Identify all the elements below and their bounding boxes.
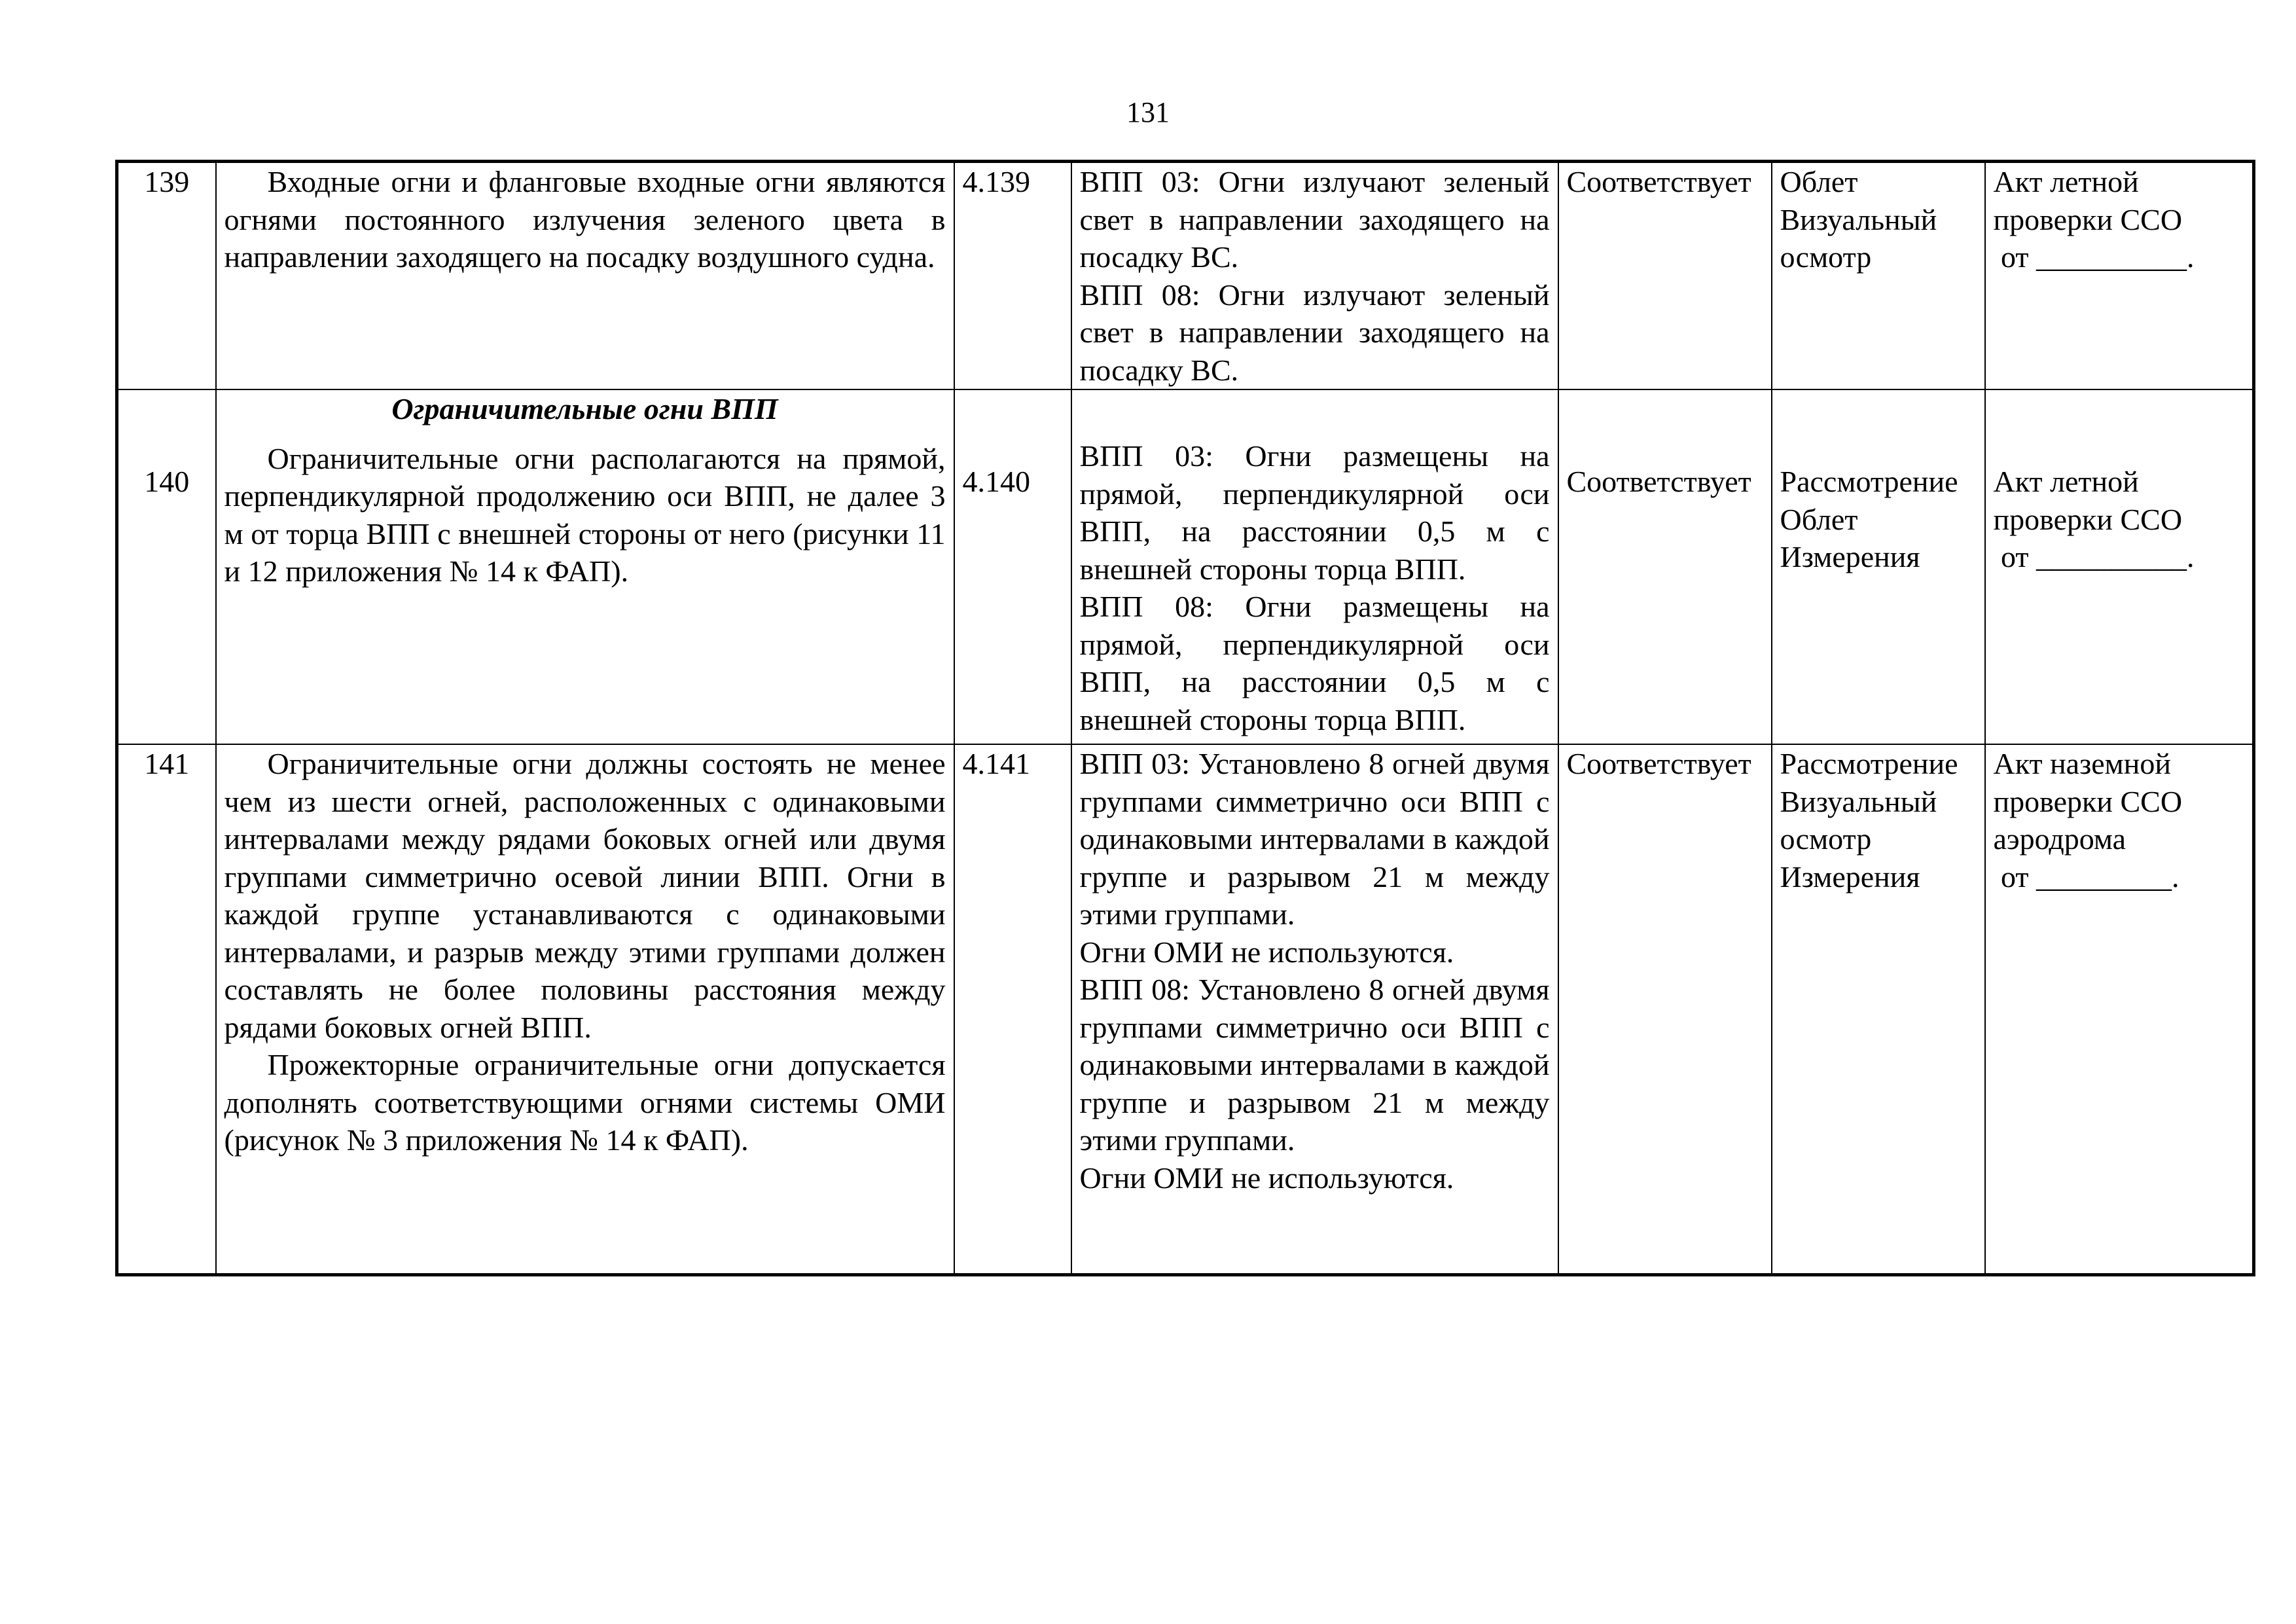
details-paragraph: ВПП 08: Огни излучают зеленый свет в направлении заходящего на посадку ВС. xyxy=(1079,278,1550,387)
status-cell: Соответствует xyxy=(1558,744,1772,1274)
document-line: Акт наземной xyxy=(1993,747,2172,780)
reference-number: 4.140 xyxy=(954,389,1071,744)
details-paragraph: ВПП 03: Огни размещены на прямой, перпендикулярной оси ВПП, на расстоянии 0,5 м с внешней стороны торца ВПП. xyxy=(1079,439,1550,586)
method-item: Рассмотрение xyxy=(1780,747,1958,780)
document-line: от __________. xyxy=(1993,540,2195,573)
document-line: аэродрома xyxy=(1993,822,2126,856)
reference-number: 4.141 xyxy=(954,744,1071,1274)
method-item: Облет xyxy=(1780,502,1858,536)
details-paragraph: ВПП 03: Установлено 8 огней двумя группами симметрично оси ВПП с одинаковыми интервалами в каждой группе и разрывом 21 м между этими группами. xyxy=(1079,747,1550,931)
methods-cell xyxy=(1772,744,1985,1274)
method-item: Измерения xyxy=(1780,540,1920,573)
document-line: проверки ССО xyxy=(1993,784,2183,818)
reference-number: 4.139 xyxy=(954,162,1071,390)
method-item: Измерения xyxy=(1780,859,1920,893)
details-cell xyxy=(1071,162,1558,390)
document-line: проверки ССО xyxy=(1993,202,2183,236)
requirement-text: Ограничительные огни располагаются на прямой, перпендикулярной продолжению оси ВПП, не далее 3 м от торца ВПП с внешней стороны от него (рисунки 11 и 12 приложения № 14 к ФАП). xyxy=(224,441,946,588)
details-cell xyxy=(1071,744,1558,1274)
document-cell xyxy=(1985,744,2254,1274)
table-row xyxy=(117,389,2254,744)
status-cell: Соответствует xyxy=(1558,389,1772,744)
table-row xyxy=(117,744,2254,1274)
method-item: Визуальный xyxy=(1780,202,1937,236)
details-cell xyxy=(1071,389,1558,744)
table-row xyxy=(117,162,2254,390)
row-number: 139 xyxy=(117,162,216,390)
document-cell xyxy=(1985,389,2254,744)
methods-cell xyxy=(1772,389,1985,744)
details-paragraph: ВПП 08: Установлено 8 огней двумя группами симметрично оси ВПП с одинаковыми интервалами в каждой группе и разрывом 21 м между этими группами. xyxy=(1079,973,1550,1157)
section-title: Ограничительные огни ВПП xyxy=(391,392,778,425)
page-number: 131 xyxy=(1126,96,1170,128)
method-item: Облет xyxy=(1780,165,1858,198)
method-item: осмотр xyxy=(1780,240,1872,274)
requirement-text: Входные огни и фланговые входные огни являются огнями постоянного излучения зеленого цвета в направлении заходящего на посадку воздушного судна. xyxy=(224,165,946,274)
requirement-text: Прожекторные ограничительные огни допускается дополнять соответствующими огнями системы ОМИ (рисунок № 3 приложения № 14 к ФАП). xyxy=(224,1048,946,1157)
requirement-cell xyxy=(216,744,954,1274)
row-number: 140 xyxy=(117,389,216,744)
details-paragraph: ВПП 08: Огни размещены на прямой, перпендикулярной оси ВПП, на расстоянии 0,5 м с внешней стороны торца ВПП. xyxy=(1079,590,1550,736)
method-item: Визуальный xyxy=(1780,784,1937,818)
details-paragraph: Огни ОМИ не используются. xyxy=(1079,935,1454,969)
method-item: Рассмотрение xyxy=(1780,465,1958,498)
method-item: осмотр xyxy=(1780,822,1872,856)
document-line: Акт летной xyxy=(1993,465,2139,498)
requirement-text: Ограничительные огни должны состоять не менее чем из шести огней, расположенных с одинаковыми интервалами между рядами боковых огней или двумя группами симметрично осевой линии ВПП. Огни в каждой группе устанавливаются с одинаковыми интервалами, и разрыв между этими группами должен составлять не более половины расстояния между рядами боковых огней ВПП. xyxy=(224,747,946,1044)
details-paragraph: Огни ОМИ не используются. xyxy=(1079,1161,1454,1195)
methods-cell xyxy=(1772,162,1985,390)
document-line: от __________. xyxy=(1993,240,2195,274)
requirement-cell xyxy=(216,162,954,390)
document-line: от _________. xyxy=(1993,859,2179,893)
row-number: 141 xyxy=(117,744,216,1274)
compliance-table xyxy=(115,160,2255,1276)
document-cell xyxy=(1985,162,2254,390)
details-paragraph: ВПП 03: Огни излучают зеленый свет в направлении заходящего на посадку ВС. xyxy=(1079,165,1550,274)
document-line: Акт летной xyxy=(1993,165,2139,198)
document-line: проверки ССО xyxy=(1993,502,2183,536)
status-cell: Соответствует xyxy=(1558,162,1772,390)
requirement-cell xyxy=(216,389,954,744)
